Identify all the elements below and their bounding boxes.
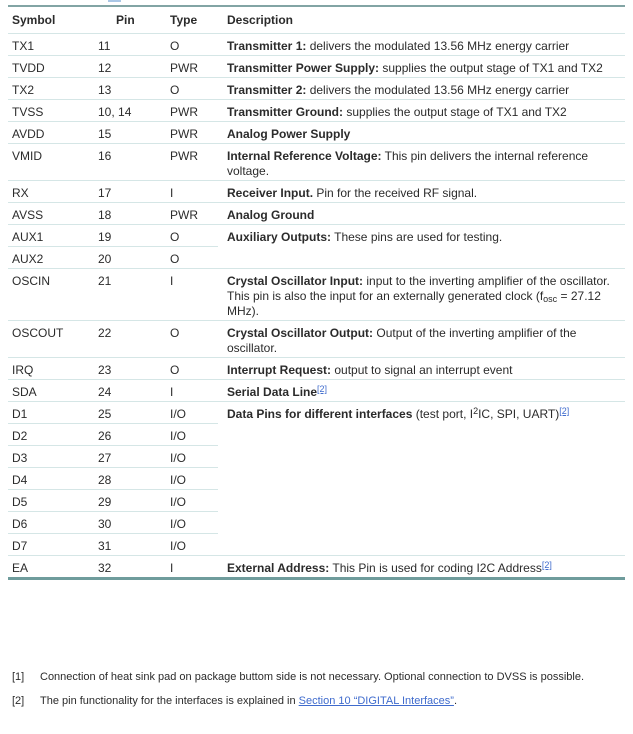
symbol-cell: RX bbox=[8, 181, 86, 203]
text-segment: supplies the output stage of TX1 and TX2 bbox=[379, 61, 603, 75]
symbol-cell: AVSS bbox=[8, 203, 86, 225]
pin-cell: 17 bbox=[86, 181, 154, 203]
description-cell bbox=[218, 122, 625, 144]
symbol-cell: AUX1 bbox=[8, 225, 86, 247]
text-segment: Receiver Input. bbox=[227, 186, 314, 200]
description-cell bbox=[218, 321, 625, 358]
cropped-link-fragment bbox=[108, 0, 121, 2]
table-row bbox=[8, 380, 625, 402]
type-cell: PWR bbox=[154, 122, 218, 144]
type-cell: I/O bbox=[154, 402, 218, 424]
pin-cell: 18 bbox=[86, 203, 154, 225]
description-cell bbox=[218, 34, 625, 56]
text-segment: Analog Ground bbox=[227, 208, 315, 222]
header-row bbox=[8, 6, 625, 34]
symbol-cell: TVSS bbox=[8, 100, 86, 122]
type-cell: O bbox=[154, 34, 218, 56]
description-cell bbox=[218, 56, 625, 78]
symbol-cell: AUX2 bbox=[8, 247, 86, 269]
description-cell bbox=[218, 203, 625, 225]
text-segment: The pin functionality for the interfaces is explained in bbox=[40, 695, 299, 707]
header-symbol: Symbol bbox=[12, 13, 56, 27]
header-description: Description bbox=[227, 13, 294, 27]
pin-cell: 20 bbox=[86, 247, 154, 269]
text-segment: Output of the inverting amplifier of the oscillator. bbox=[227, 326, 577, 355]
text-segment: Auxiliary Outputs: bbox=[227, 230, 332, 244]
pin-cell: 16 bbox=[86, 144, 154, 181]
type-cell: I bbox=[154, 269, 218, 321]
pin-cell: 25 bbox=[86, 402, 154, 424]
symbol-cell: IRQ bbox=[8, 358, 86, 380]
section-link[interactable]: Section 10 “DIGITAL Interfaces” bbox=[298, 695, 454, 707]
pin-cell: 23 bbox=[86, 358, 154, 380]
pin-cell: 21 bbox=[86, 269, 154, 321]
text-segment: External Address: bbox=[227, 561, 330, 575]
type-cell: O bbox=[154, 321, 218, 358]
pin-cell: 24 bbox=[86, 380, 154, 402]
text-segment: delivers the modulated 13.56 MHz energy carrier bbox=[306, 39, 570, 53]
type-cell: I/O bbox=[154, 446, 218, 468]
pin-cell: 15 bbox=[86, 122, 154, 144]
header-pin: Pin bbox=[116, 13, 135, 27]
pin-cell: 11 bbox=[86, 34, 154, 56]
footnote-text bbox=[40, 670, 606, 685]
header-type: Type bbox=[170, 13, 198, 27]
text-segment: (test port, I bbox=[412, 407, 474, 421]
symbol-cell: SDA bbox=[8, 380, 86, 402]
type-cell: O bbox=[154, 247, 218, 269]
pin-cell: 27 bbox=[86, 446, 154, 468]
type-cell: I/O bbox=[154, 424, 218, 446]
description-cell bbox=[218, 100, 625, 122]
text-segment: Transmitter 1: bbox=[227, 39, 307, 53]
symbol-cell: OSCOUT bbox=[8, 321, 86, 358]
type-cell: PWR bbox=[154, 56, 218, 78]
text-segment: Transmitter 2: bbox=[227, 83, 307, 97]
pin-cell: 30 bbox=[86, 512, 154, 534]
symbol-cell: TX1 bbox=[8, 34, 86, 56]
text-segment: Data Pins for different interfaces bbox=[227, 407, 413, 421]
text-segment: Serial Data Line bbox=[227, 385, 318, 399]
type-cell: O bbox=[154, 78, 218, 100]
pin-cell: 13 bbox=[86, 78, 154, 100]
symbol-cell: EA bbox=[8, 556, 86, 579]
text-segment: Crystal Oscillator Input: bbox=[227, 274, 364, 288]
table-row bbox=[8, 100, 625, 122]
pin-cell: 28 bbox=[86, 468, 154, 490]
description-cell bbox=[218, 144, 625, 181]
footnote-ref-link[interactable]: [2] bbox=[541, 560, 552, 570]
footnote-text bbox=[40, 694, 606, 709]
pin-cell: 22 bbox=[86, 321, 154, 358]
pin-cell: 19 bbox=[86, 225, 154, 247]
type-cell: I bbox=[154, 556, 218, 579]
pin-cell: 32 bbox=[86, 556, 154, 579]
symbol-cell: D7 bbox=[8, 534, 86, 556]
pin-cell: 29 bbox=[86, 490, 154, 512]
pin-cell: 10, 14 bbox=[86, 100, 154, 122]
table-row bbox=[8, 78, 625, 100]
description-cell bbox=[218, 556, 625, 579]
text-segment: 2 bbox=[473, 406, 479, 416]
type-cell: I/O bbox=[154, 512, 218, 534]
table-row bbox=[8, 321, 625, 358]
type-cell: I/O bbox=[154, 468, 218, 490]
footnote-ref-link[interactable]: [2] bbox=[317, 384, 328, 394]
pin-cell: 26 bbox=[86, 424, 154, 446]
type-cell: PWR bbox=[154, 203, 218, 225]
symbol-cell: D2 bbox=[8, 424, 86, 446]
text-segment: . bbox=[453, 695, 458, 707]
text-segment: input to the inverting amplifier of the oscillator. This pin is also the input for an externally generated clock (f bbox=[227, 274, 610, 303]
text-segment: osc bbox=[543, 294, 558, 304]
description-cell bbox=[218, 225, 625, 269]
description-cell bbox=[218, 402, 625, 556]
pin-cell: 12 bbox=[86, 56, 154, 78]
description-cell bbox=[218, 358, 625, 380]
text-segment: Transmitter Ground: bbox=[227, 105, 344, 119]
symbol-cell: TX2 bbox=[8, 78, 86, 100]
text-segment: delivers the modulated 13.56 MHz energy carrier bbox=[306, 83, 570, 97]
pin-description-table bbox=[8, 5, 625, 580]
table-row bbox=[8, 269, 625, 321]
table-row bbox=[8, 225, 625, 247]
footnote bbox=[12, 694, 618, 709]
table-row bbox=[8, 402, 625, 424]
symbol-cell: D5 bbox=[8, 490, 86, 512]
table-row bbox=[8, 144, 625, 181]
type-cell: O bbox=[154, 358, 218, 380]
symbol-cell: OSCIN bbox=[8, 269, 86, 321]
type-cell: PWR bbox=[154, 100, 218, 122]
symbol-cell: VMID bbox=[8, 144, 86, 181]
text-segment: Analog Power Supply bbox=[227, 127, 351, 141]
footnotes bbox=[12, 670, 618, 718]
table-row bbox=[8, 56, 625, 78]
text-segment: Crystal Oscillator Output: bbox=[227, 326, 374, 340]
description-cell bbox=[218, 78, 625, 100]
text-segment: = 27.12 MHz). bbox=[227, 289, 601, 318]
footnote-marker: [1] bbox=[12, 671, 25, 683]
type-cell: I bbox=[154, 380, 218, 402]
table-row bbox=[8, 122, 625, 144]
symbol-cell: AVDD bbox=[8, 122, 86, 144]
type-cell: I/O bbox=[154, 534, 218, 556]
symbol-cell: TVDD bbox=[8, 56, 86, 78]
description-cell bbox=[218, 181, 625, 203]
text-segment: These pins are used for testing. bbox=[331, 230, 503, 244]
footnote-ref-link[interactable]: [2] bbox=[559, 406, 570, 416]
text-segment: Transmitter Power Supply: bbox=[227, 61, 380, 75]
description-cell bbox=[218, 269, 625, 321]
table-row bbox=[8, 181, 625, 203]
symbol-cell: D6 bbox=[8, 512, 86, 534]
text-segment: Internal Reference Voltage: bbox=[227, 149, 382, 163]
text-segment: Pin for the received RF signal. bbox=[313, 186, 478, 200]
table-row bbox=[8, 556, 625, 579]
symbol-cell: D3 bbox=[8, 446, 86, 468]
text-segment: supplies the output stage of TX1 and TX2 bbox=[343, 105, 567, 119]
footnote-marker: [2] bbox=[12, 695, 25, 707]
text-segment: output to signal an interrupt event bbox=[331, 363, 513, 377]
symbol-cell: D4 bbox=[8, 468, 86, 490]
text-segment: IC, SPI, UART) bbox=[478, 407, 560, 421]
table-row bbox=[8, 34, 625, 56]
text-segment: Interrupt Request: bbox=[227, 363, 332, 377]
text-segment: This pin delivers the internal reference voltage. bbox=[227, 149, 589, 178]
type-cell: PWR bbox=[154, 144, 218, 181]
table-row bbox=[8, 203, 625, 225]
description-cell bbox=[218, 380, 625, 402]
text-segment: This Pin is used for coding I2C Address bbox=[329, 561, 542, 575]
symbol-cell: D1 bbox=[8, 402, 86, 424]
type-cell: I bbox=[154, 181, 218, 203]
pin-cell: 31 bbox=[86, 534, 154, 556]
table-row bbox=[8, 358, 625, 380]
text-segment: Connection of heat sink pad on package buttom side is not necessary. Optional connection to DVSS is possible. bbox=[40, 671, 585, 683]
type-cell: I/O bbox=[154, 490, 218, 512]
type-cell: O bbox=[154, 225, 218, 247]
footnote bbox=[12, 670, 618, 685]
